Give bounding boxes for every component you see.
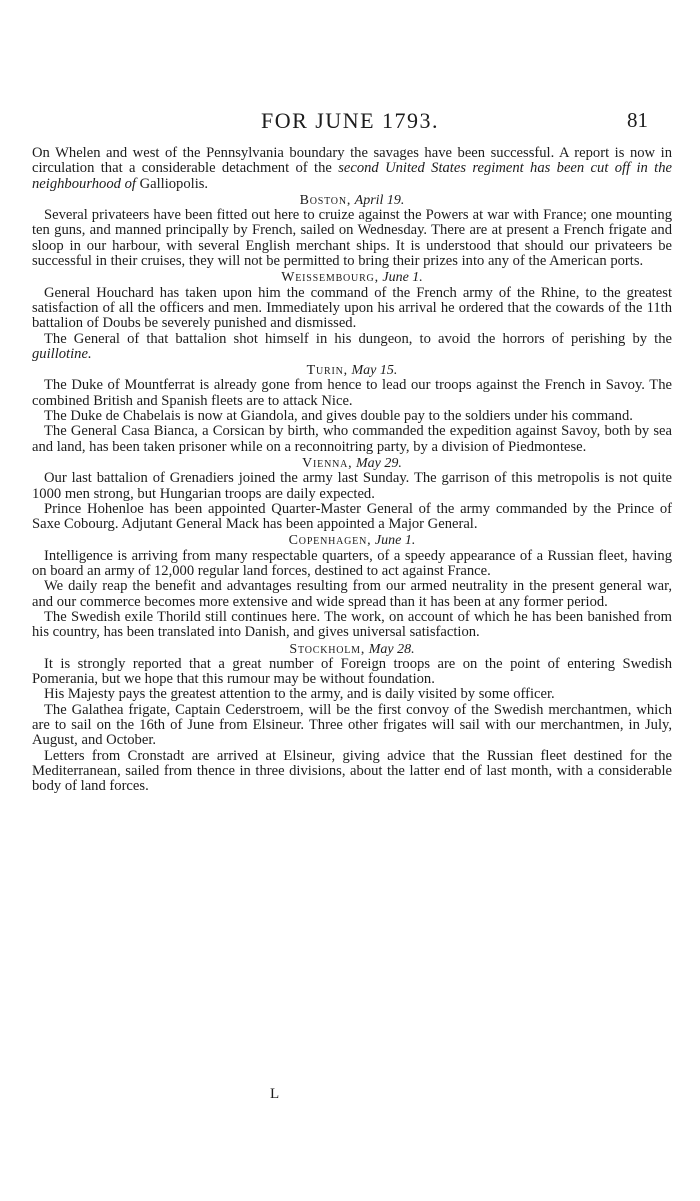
vienna-paragraph-1: Our last battalion of Grenadiers joined the army last Sunday. The garrison of this metropolis is not quite 1000 men strong, but Hungarian troops are daily expected. <box>32 470 672 502</box>
stockholm-paragraph-1: It is strongly reported that a great number of Foreign troops are on the point of entering Swedish Pomerania, but we hope that this rumour may be without foundation. <box>32 655 672 688</box>
turin-paragraph-2: The Duke de Chabelais is now at Giandola, and gives double pay to the soldiers under his command. <box>44 408 633 425</box>
boston-paragraph-1: Several privateers have been fitted out here to cruize against the Powers at war with France; one mounting ten guns, and manned principally by French, sailed on Wednesday. There are at present a French frigate and sloop in our harbour, with several English merchant ships. It is understood that should our privateers be successful in their cruises, they will not be permitted to bring their prizes into any of the American ports. <box>32 207 672 270</box>
vienna-paragraph-2: Prince Hohenloe has been appointed Quarter-Master General of the army commanded by the Prince of Saxe Cobourg. Adjutant General Mack has been appointed a Major General. <box>32 500 672 533</box>
copenhagen-paragraph-2: We daily reap the benefit and advantages resulting from our armed neutrality in the present general war, and our commerce becomes more extensive and wide spread than it has been at any former period. <box>32 578 672 610</box>
turin-paragraph-1: The Duke of Mountferrat is already gone from hence to lead our troops against the French in Savoy. The combined British and Spanish fleets are to attack Nice. <box>32 377 672 409</box>
signature-mark: L <box>270 1086 280 1102</box>
weissembourg-paragraph-1: General Houchard has taken upon him the command of the French army of the Rhine, to the greatest satisfaction of all the officers and men. Immediately upon his arrival he ordered that the cowards of the 11th battalion of Doubs be severely punished and dismissed. <box>32 284 672 332</box>
opening-text: On Whelen and west of the Pennsylvania boundary the savages have been successful. A report is now in circulation that a considerable detachment of the <box>32 145 672 177</box>
copenhagen-paragraph-3: The Swedish exile Thorild still continues here. The work, on account of which he has been banished from his country, has been translated into Danish, and gives universal satisfaction. <box>32 608 672 641</box>
stockholm-paragraph-2: His Majesty pays the greatest attention to the army, and is daily visited by some officer. <box>44 686 555 703</box>
page-number: 81 <box>627 108 648 132</box>
dateline-stockholm: Stockholm, May 28. <box>289 641 415 657</box>
opening-text-end: Galliopolis. <box>135 175 209 192</box>
running-head <box>0 108 700 140</box>
dateline-copenhagen: Copenhagen, June 1. <box>288 533 416 549</box>
opening-paragraph <box>32 146 672 192</box>
running-title: FOR JUNE 1793. <box>260 108 440 133</box>
dateline-vienna: Vienna, May 29. <box>302 455 402 471</box>
dateline-weissembourg: Weissembourg, June 1. <box>281 270 423 286</box>
dateline-turin: Turin, May 15. <box>306 363 398 379</box>
dateline-boston: Boston, April 19. <box>299 192 405 208</box>
stockholm-paragraph-4: Letters from Cronstadt are arrived at Elsineur, giving advice that the Russian fleet destined for the Mediterranean, sailed from thence in three divisions, about the latter end of last month, with a considerable body of land forces. <box>32 747 672 795</box>
turin-paragraph-3: The General Casa Bianca, a Corsican by birth, who commanded the expedition against Savoy, both by sea and land, has been taken prisoner while on a reconnoitring party, by a division of Piedmontese. <box>32 423 672 455</box>
stockholm-paragraph-3: The Galathea frigate, Captain Cederstroem, will be the first convoy of the Swedish merchantmen, which are to sail on the 16th of June from Elsineur. Three other frigates will sail with our merchantmen, in July, August, and October. <box>32 701 672 749</box>
weissembourg-paragraph-2: The General of that battalion shot himself in his dungeon, to avoid the horrors of perishing by the guillotine. <box>32 330 672 362</box>
opening-italic: second United States regiment has been cut off in the neighbourhood of <box>32 160 673 192</box>
body-text <box>32 146 672 794</box>
copenhagen-paragraph-1: Intelligence is arriving from many respectable quarters, of a speedy appearance of a Russian fleet, having on board an army of 12,000 regular land forces, destined to act against France. <box>32 547 672 580</box>
